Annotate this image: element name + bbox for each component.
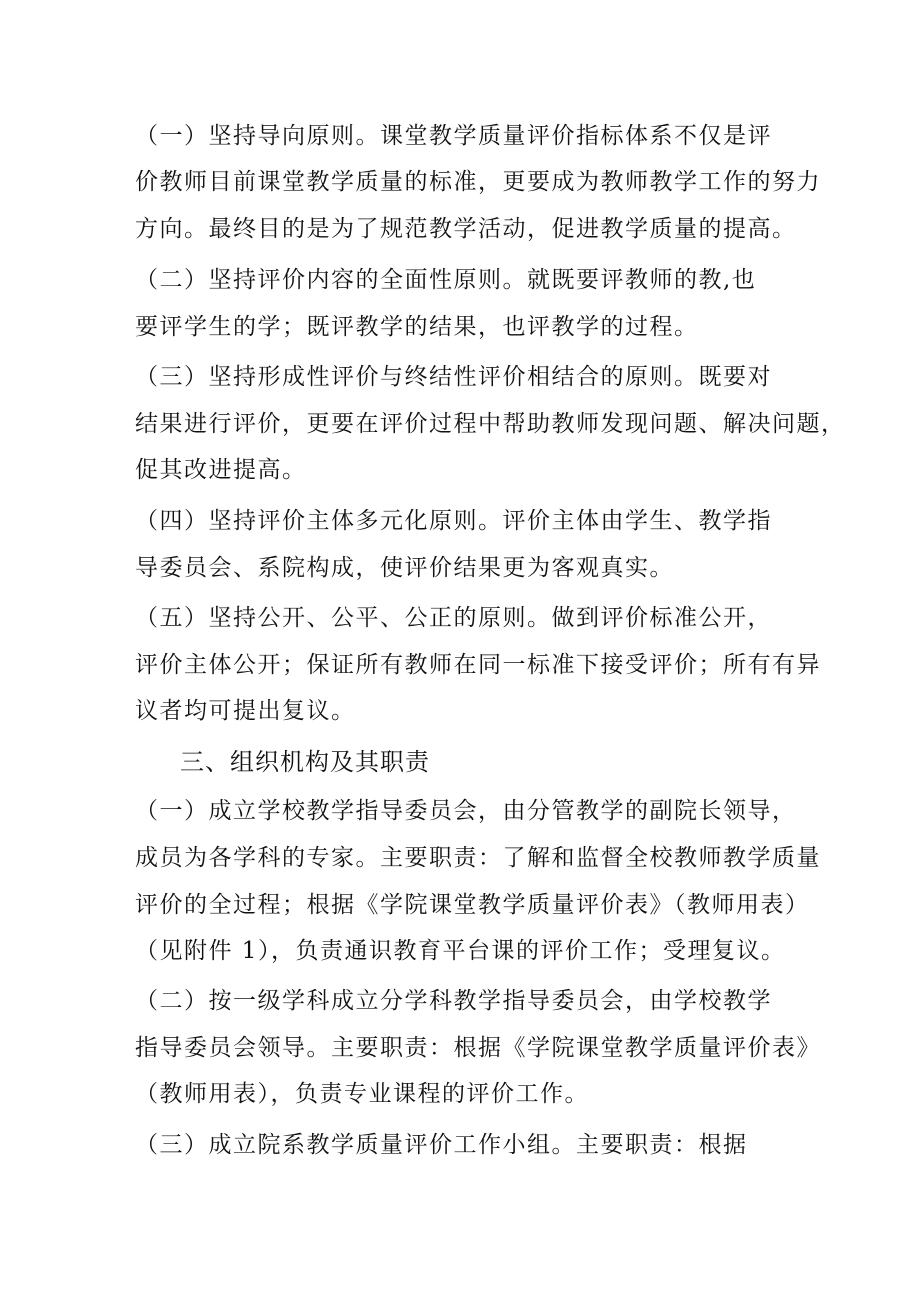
section-3-item-1-line-4: （见附件 1），负责通识教育平台课的评价工作；受理复议。 bbox=[135, 938, 786, 964]
section-3-item-1-line-2: 成员为各学科的专家。主要职责：了解和监督全校教师教学质量 bbox=[135, 845, 821, 871]
principle-2-line-1: （二）坚持评价内容的全面性原则。就既要评教师的教,也 bbox=[135, 267, 757, 293]
principle-5-line-1: （五）坚持公开、公平、公正的原则。做到评价标准公开， bbox=[135, 605, 772, 631]
principle-1-line-3: 方向。最终目的是为了规范教学活动，促进教学质量的提高。 bbox=[135, 216, 797, 242]
principle-3-line-2: 结果进行评价，更要在评价过程中帮助教师发现问题、解决问题， bbox=[135, 411, 846, 437]
section-3-item-2-line-3: （教师用表），负责专业课程的评价工作。 bbox=[135, 1081, 589, 1107]
principle-1-line-2: 价教师目前课堂教学质量的标准，更要成为教师教学工作的努力 bbox=[135, 169, 821, 195]
principle-5-line-2: 评价主体公开；保证所有教师在同一标准下接受评价；所有有异 bbox=[135, 652, 821, 678]
principle-3-line-1: （三）坚持形成性评价与终结性评价相结合的原则。既要对 bbox=[135, 364, 772, 390]
section-3-item-1-line-1: （一）成立学校教学指导委员会，由分管教学的副院长领导， bbox=[135, 798, 797, 824]
principle-3-line-3: 促其改进提高。 bbox=[135, 457, 307, 483]
section-3-item-2-line-1: （二）按一级学科成立分学科教学指导委员会，由学校教学 bbox=[135, 988, 772, 1014]
section-3-item-3-line-1: （三）成立院系教学质量评价工作小组。主要职责：根据 bbox=[135, 1132, 748, 1158]
principle-2-line-2: 要评学生的学；既评教学的结果，也评教学的过程。 bbox=[135, 314, 699, 340]
section-3-item-2-line-2: 指导委员会领导。主要职责：根据《学院课堂教学质量评价表》 bbox=[135, 1035, 821, 1061]
principle-1-line-1: （一）坚持导向原则。课堂教学质量评价指标体系不仅是评 bbox=[135, 123, 772, 149]
section-3-item-1-line-3: 评价的全过程；根据《学院课堂教学质量评价表》（教师用表） bbox=[135, 892, 810, 918]
principle-4-line-1: （四）坚持评价主体多元化原则。评价主体由学生、教学指 bbox=[135, 508, 772, 534]
section-3-heading: 三、组织机构及其职责 bbox=[180, 748, 430, 776]
principle-4-line-2: 导委员会、系院构成，使评价结果更为客观真实。 bbox=[135, 555, 674, 581]
principle-5-line-3: 议者均可提出复议。 bbox=[135, 698, 356, 724]
